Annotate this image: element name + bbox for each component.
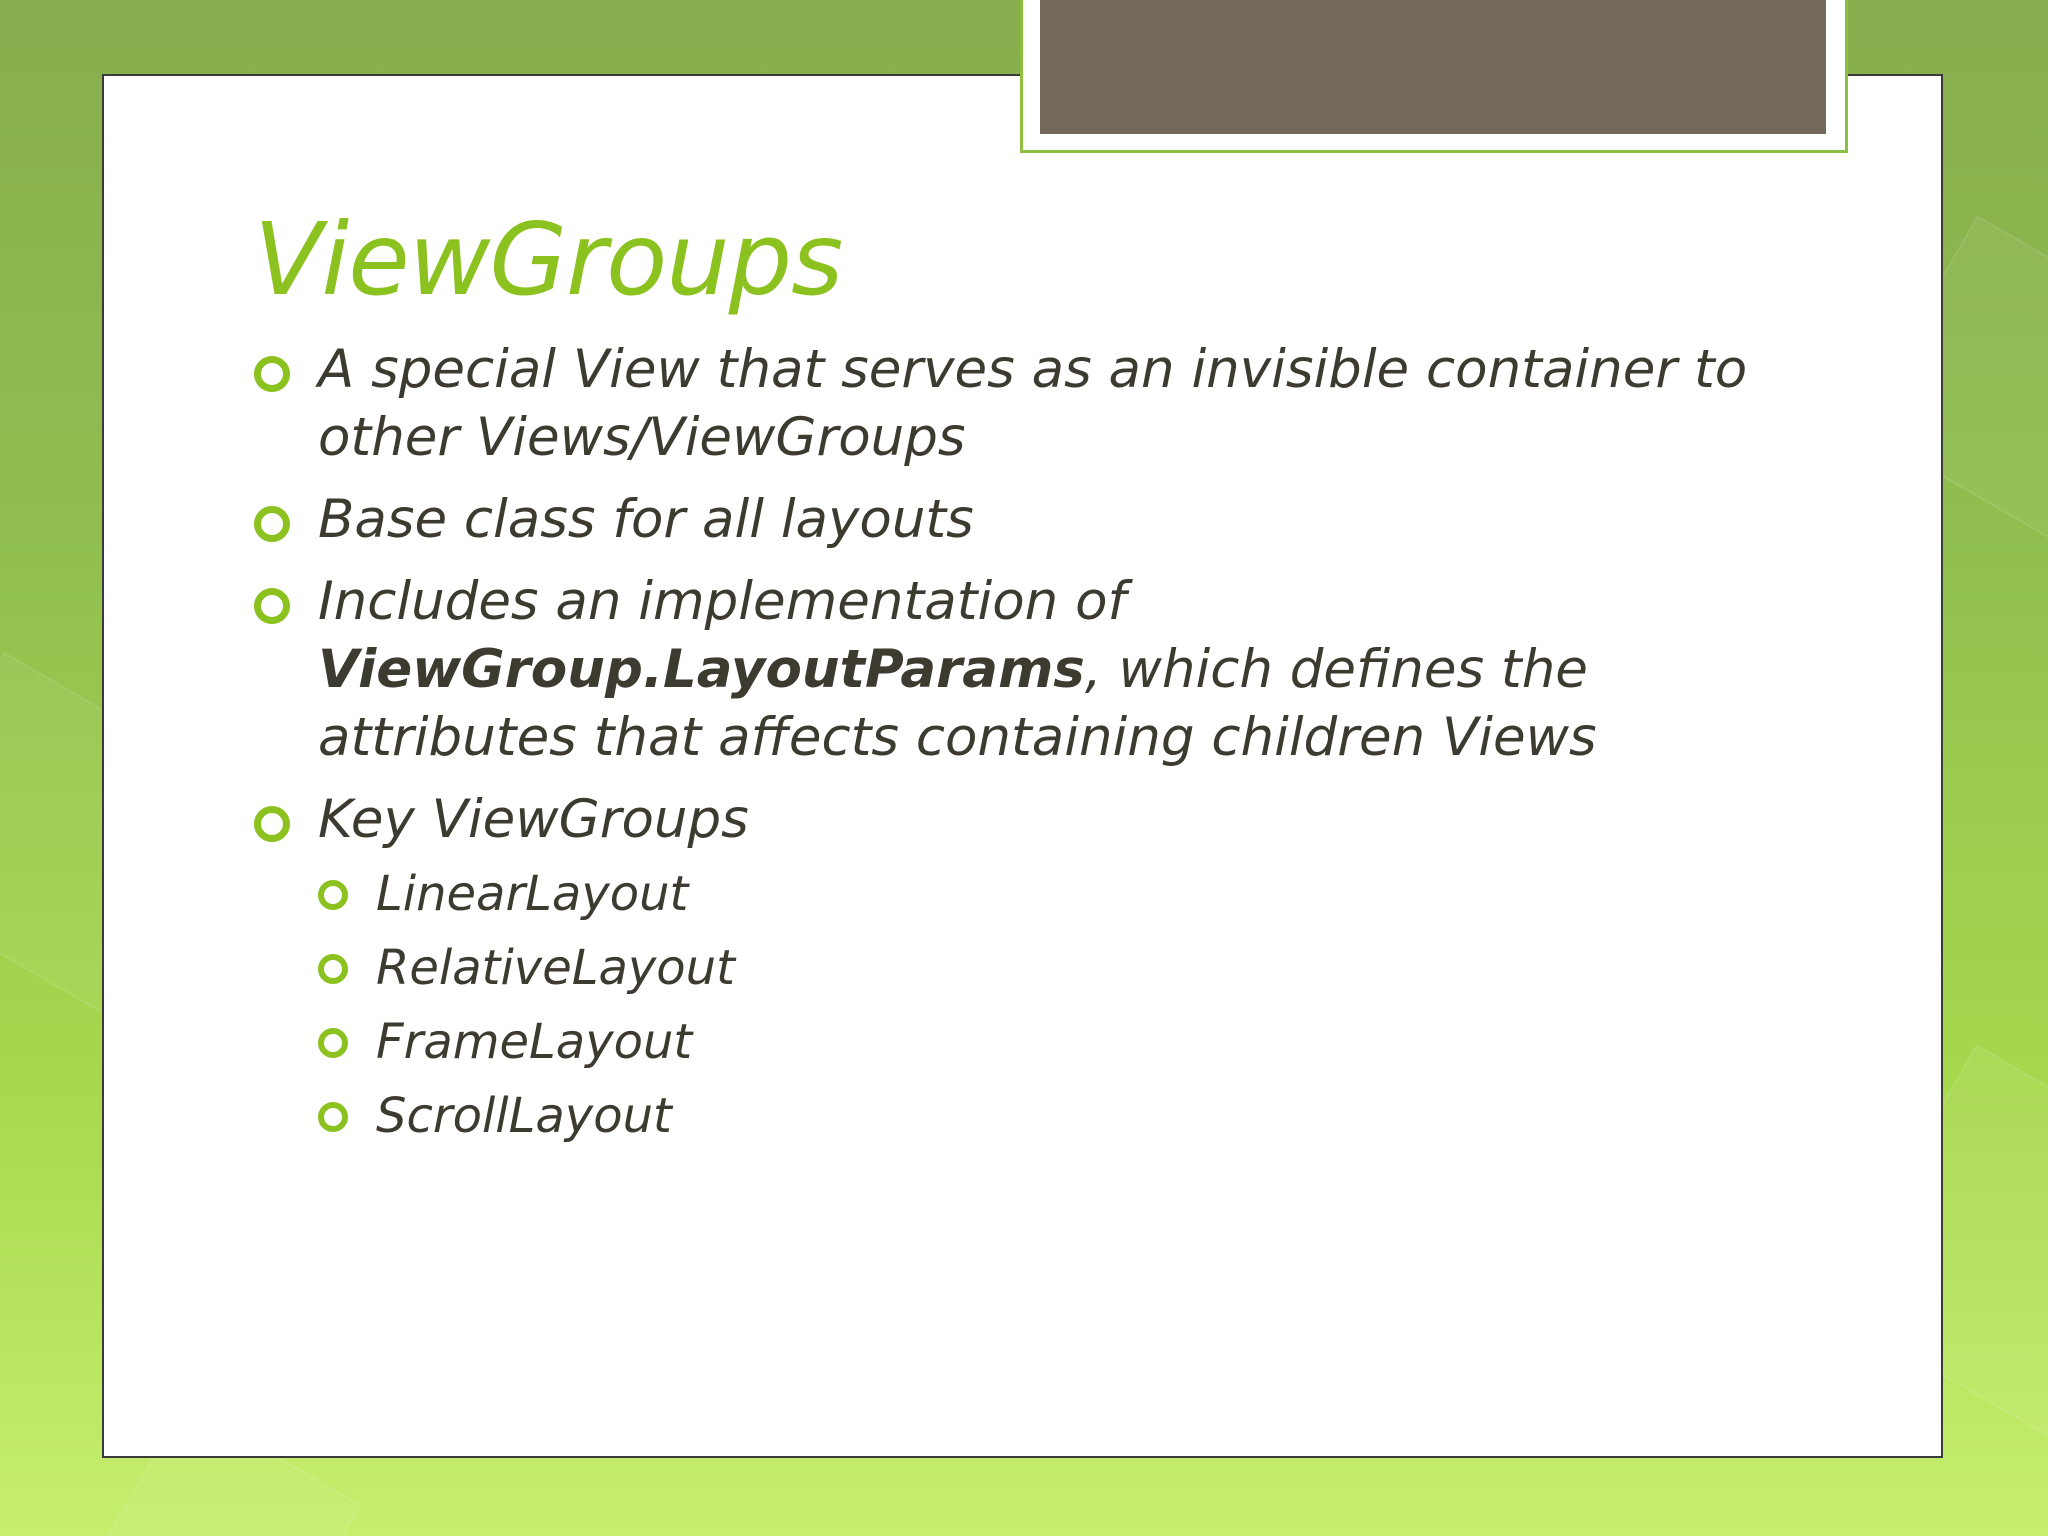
bullet-text: Base class for all layouts <box>318 489 974 550</box>
bullet-text-before: Includes an implementation of <box>318 571 1127 632</box>
sub-bullet-item <box>318 934 1814 1002</box>
bullet-list <box>254 336 1814 1164</box>
sub-bullet-item <box>318 1008 1814 1076</box>
sub-bullet-text: FrameLayout <box>376 1014 693 1070</box>
ring-bullet-icon <box>254 506 290 542</box>
ring-bullet-icon <box>318 1102 348 1132</box>
ring-bullet-icon <box>318 954 348 984</box>
bullet-text: Key ViewGroups <box>318 789 749 850</box>
sub-bullet-text: RelativeLayout <box>376 940 735 996</box>
ring-bullet-icon <box>318 1028 348 1058</box>
bullet-item <box>254 336 1814 472</box>
ring-bullet-icon <box>254 588 290 624</box>
sub-bullet-item <box>318 1082 1814 1150</box>
slide-title: ViewGroups <box>254 201 843 318</box>
bullet-item <box>254 568 1814 772</box>
bullet-text: A special View that serves as an invisible container to other Views/ViewGroups <box>318 339 1748 468</box>
sub-bullet-text: LinearLayout <box>376 866 689 922</box>
ring-bullet-icon <box>254 806 290 842</box>
sub-bullet-item <box>318 860 1814 928</box>
ring-bullet-icon <box>318 880 348 910</box>
bullet-item <box>254 486 1814 554</box>
bullet-bold-term: ViewGroup.LayoutParams <box>318 639 1085 700</box>
sub-bullet-list <box>318 860 1814 1150</box>
bullet-item <box>254 786 1814 1150</box>
ring-bullet-icon <box>254 356 290 392</box>
sub-bullet-text: ScrollLayout <box>376 1088 672 1144</box>
bullet-text-after: , which defines the attributes that affects containing children Views <box>318 639 1597 768</box>
header-color-block <box>1040 0 1826 134</box>
